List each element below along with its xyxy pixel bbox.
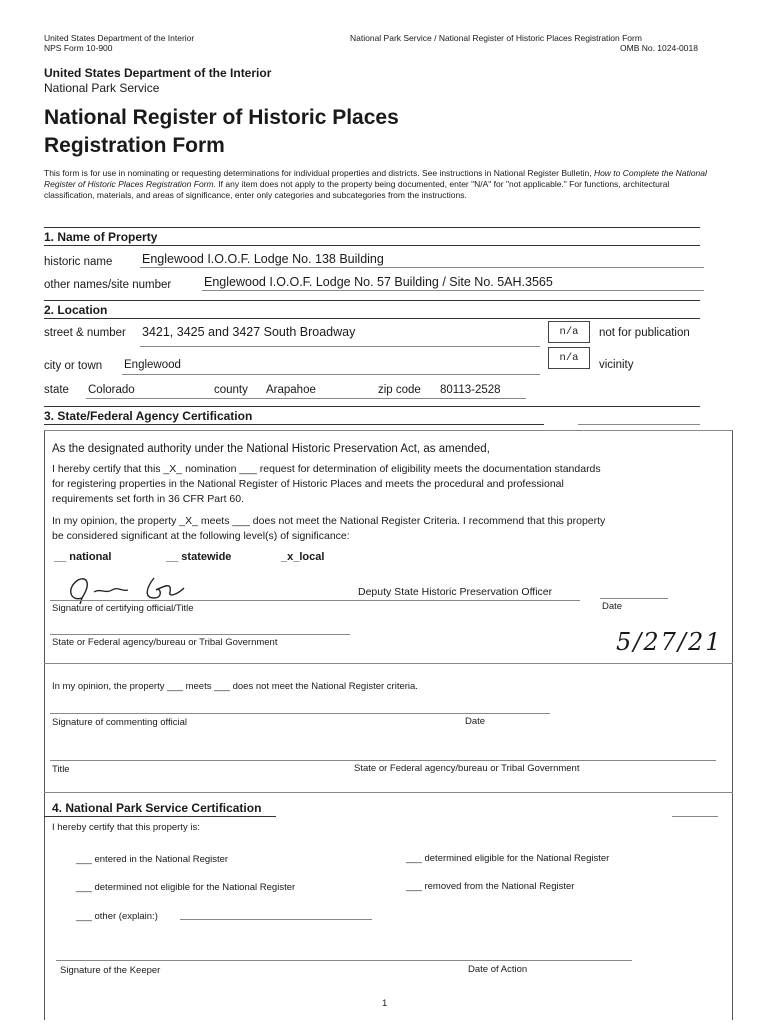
keeper-signature-label: Signature of the Keeper (60, 965, 161, 976)
page-title-line2: Registration Form (44, 134, 225, 157)
option-not-eligible: ___ determined not eligible for the National Register (76, 882, 296, 893)
commenting-agency-label: State or Federal agency/bureau or Tribal Government (354, 763, 580, 774)
street-label: street & number (44, 327, 126, 339)
masthead-service: National Park Service (44, 81, 160, 95)
certifying-signature-label: Signature of certifying official/Title (52, 603, 194, 614)
masthead-dept: United States Department of the Interior (44, 66, 272, 80)
level-statewide: __ statewide (166, 551, 232, 563)
zip-label: zip code (378, 384, 421, 396)
header-form-title: National Park Service / National Register of Historic Places Registration Form (350, 33, 642, 43)
header-omb: OMB No. 1024-0018 (620, 43, 698, 53)
state-label: state (44, 384, 69, 396)
authority-statement: As the designated authority under the National Historic Preservation Act, as amended, (52, 443, 490, 455)
opinion-line2: be considered significant at the following level(s) of significance: (52, 530, 350, 542)
not-for-publication-label: not for publication (599, 327, 690, 339)
option-entered: ___ entered in the National Register (76, 854, 229, 865)
state-value: Colorado (88, 384, 135, 396)
section4-heading: 4. National Park Service Certification (52, 801, 262, 815)
historic-name-label: historic name (44, 256, 113, 268)
section3-heading: 3. State/Federal Agency Certification (44, 409, 253, 423)
level-national: __ national (54, 551, 112, 563)
commenting-signature-label: Signature of commenting official (52, 717, 188, 728)
county-value: Arapahoe (266, 384, 316, 396)
city-label: city or town (44, 360, 103, 372)
option-removed: ___ removed from the National Register (406, 881, 575, 892)
certifying-agency-label: State or Federal agency/bureau or Tribal Government (52, 637, 278, 648)
certifying-date-label: Date (602, 601, 623, 612)
certify-line1: I hereby certify that this _X_ nomination ___ request for determination of eligibility meets the documentation standards (52, 463, 601, 475)
not-for-publication-box: n/a (548, 321, 590, 343)
commenting-opinion: In my opinion, the property ___ meets ___ does not meet the National Register criteria. (52, 681, 418, 692)
certify-line2: for registering properties in the National Register of Historic Places and meets the procedural and professional (52, 478, 564, 490)
certify-line3: requirements set forth in 36 CFR Part 60. (52, 493, 244, 505)
page-title-line1: National Register of Historic Places (44, 106, 399, 129)
historic-name-value: Englewood I.O.O.F. Lodge No. 138 Building (142, 252, 384, 266)
date-of-action-label: Date of Action (468, 964, 528, 975)
officer-title: Deputy State Historic Preservation Officer (358, 586, 553, 598)
county-label: county (214, 384, 248, 396)
commenting-date-label: Date (465, 716, 486, 727)
option-other: ___ other (explain:) (76, 911, 158, 922)
zip-value: 80113-2528 (440, 384, 501, 396)
city-value: Englewood (124, 359, 181, 371)
official-signature (60, 568, 230, 608)
other-names-value: Englewood I.O.O.F. Lodge No. 57 Building / Site No. 5AH.3565 (204, 275, 553, 289)
header-form-number: NPS Form 10-900 (44, 43, 113, 53)
nps-certify-statement: I hereby certify that this property is: (52, 822, 200, 833)
page-number: 1 (382, 998, 388, 1009)
section1-heading: 1. Name of Property (44, 230, 158, 244)
other-names-label: other names/site number (44, 279, 172, 291)
option-eligible: ___ determined eligible for the National Register (406, 853, 610, 864)
vicinity-label: vicinity (599, 359, 634, 371)
street-value: 3421, 3425 and 3427 South Broadway (142, 325, 356, 339)
certifying-date-value: 5/27/21 (616, 628, 723, 656)
commenting-title-label: Title (52, 764, 70, 775)
section2-heading: 2. Location (44, 303, 108, 317)
opinion-line1: In my opinion, the property _X_ meets ___ does not meet the National Register Criteria. I recommend that this property (52, 515, 606, 527)
intro-paragraph: This form is for use in nominating or requesting determinations for individual properties and districts. See instructions in National Register Bulletin, How to Complete the National Register of Historic Places Registration Form. If any item does not apply to the property being documented, enter "N/A" for "not applicable." For functions, architectural classification, materials, and areas of significance, enter only categories and subcategories from the instructions. (44, 168, 707, 200)
header-agency: United States Department of the Interior (44, 33, 195, 43)
level-local: _x_local (281, 551, 325, 563)
vicinity-box: n/a (548, 347, 590, 369)
